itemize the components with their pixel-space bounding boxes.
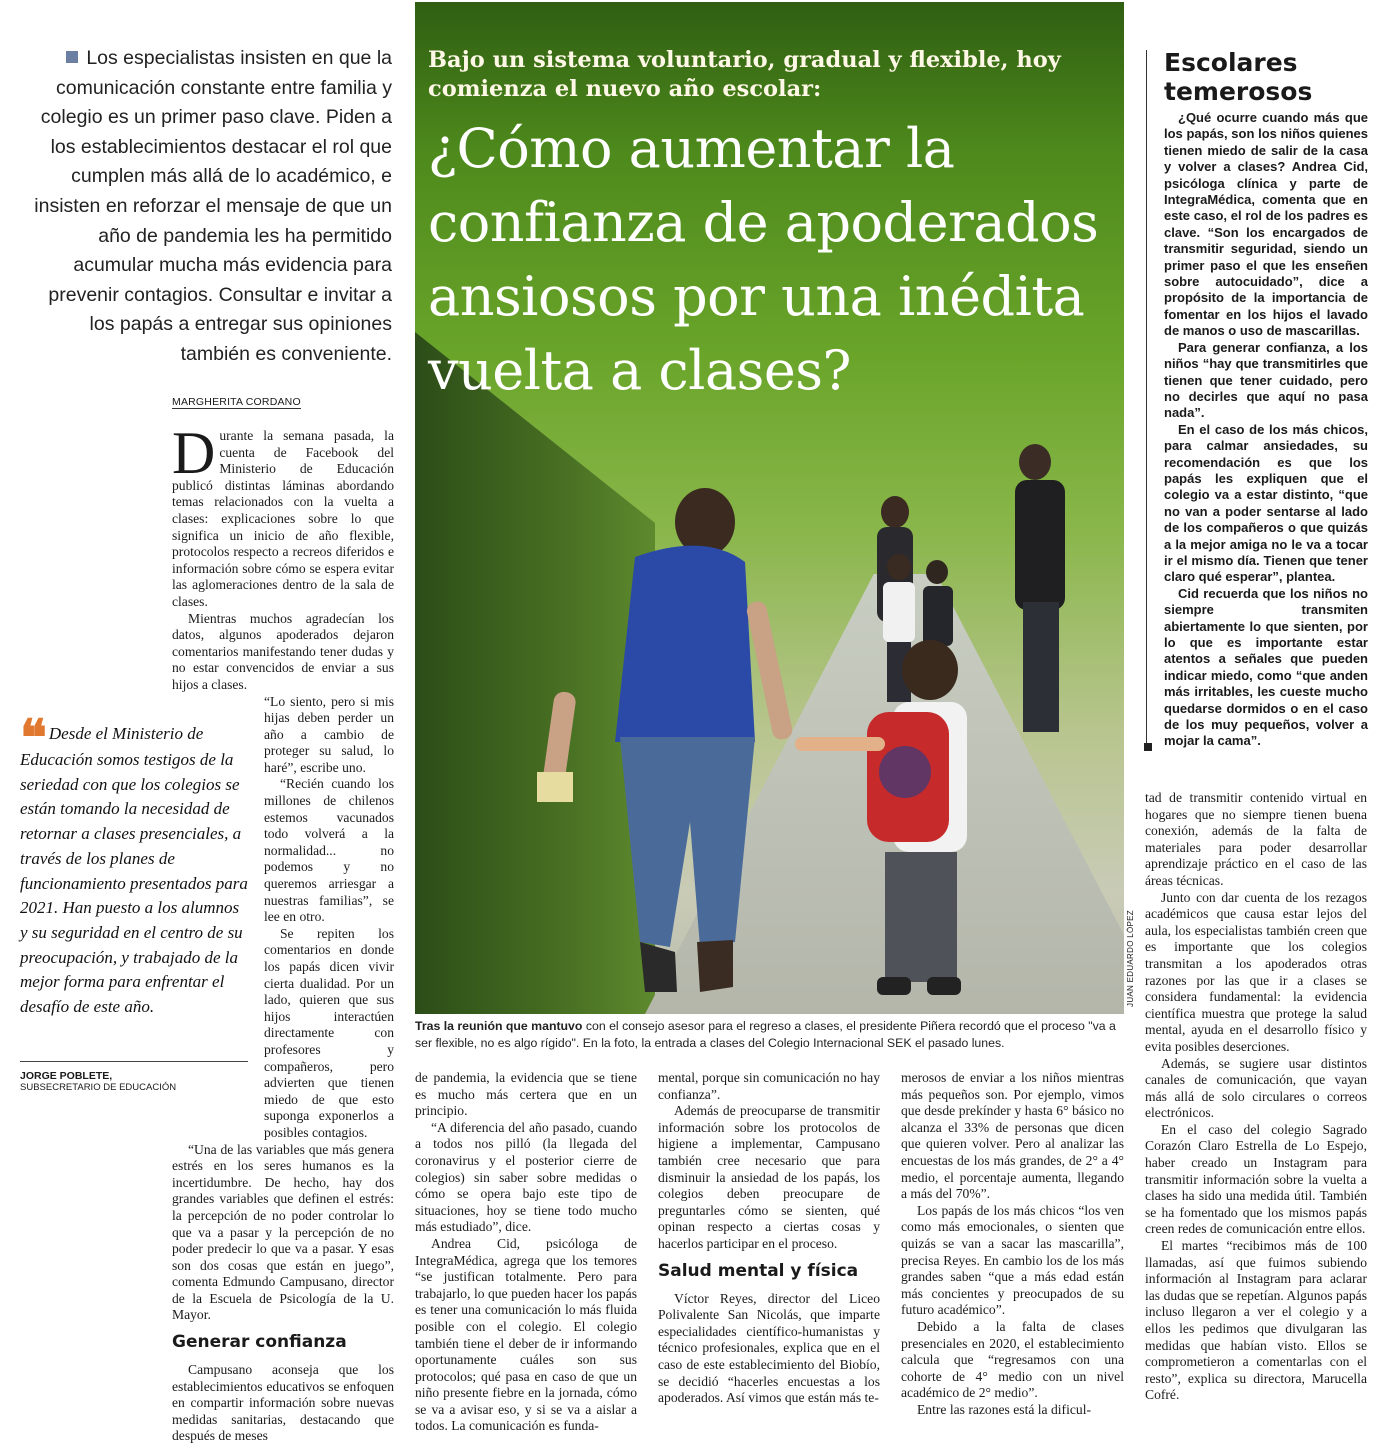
quote-author-role: SUBSECRETARIO DE EDUCACIÓN: [20, 1082, 177, 1093]
pull-quote: ❝ Desde el Ministerio de Educación somos testigos de la seriedad con que los colegios se están tomando la necesidad de retornar a clases presenciales, a través de los planes de funcionamiento presentados para 2021. Han puesto a los alumnos y su seguridad en el centro de su preocupación, y trabajado de la mejor forma para enfrentar el desafío de este año.: [20, 708, 248, 1017]
paragraph: Mientras muchos agradecían los datos, algunos apoderados dejaron comentarios manifestando tener dudas y no estar convencidos de enviar a sus hijos a clases.: [172, 610, 394, 692]
paragraph: Cid recuerda que los niños no siempre transmiten abiertamente lo que sienten, por lo que es importante estar atentos a señales que pueden indicar miedo, como “que anden más irritables, les cueste mucho quedarse dormidos o en el caso de los muy pequeños, volver a mojar la cama”.: [1164, 585, 1368, 749]
paragraph: El martes “recibimos más de 100 llamadas, así que fuimos subiendo información al Instagram para aclarar las dudas que se repetían. Algunos papás incluso llegaron a ver el colegio y a ellos les pedimos que divulgaran las medidas que habían visto. Ellos se comprometieron a comentarlas con el resto”, explica su directora, Marucella Cofré.: [1145, 1238, 1367, 1403]
paragraph: ¿Qué ocurre cuando más que los papás, son los niños quienes tienen miedo de salir de la casa y volver a clases? Andrea Cid, psicóloga clínica y parte de IntegraMédica, comenta que en este caso, el rol de los padres es clave. “Son los encargados de transmitir seguridad, siendo un primer paso el que les enseñen sobre autocuidado”, dice a propósito de la importancia de fomentar en los hijos el lavado de manos o uso de mascarillas.: [1164, 110, 1368, 339]
sidebar-title: Escolares temerosos: [1164, 48, 1313, 106]
paragraph: “Lo siento, pero si mis hijas deben perder un año a cambio de proteger su salud, lo haré”, escribe uno.: [264, 693, 394, 775]
square-bullet-icon: [66, 51, 78, 63]
section-heading: Generar confianza: [172, 1332, 347, 1353]
byline: MARGHERITA CORDANO: [172, 396, 301, 408]
paragraph: Debido a la falta de clases presenciales en 2020, el establecimiento calcula que “regresamos con una cohorte de 4° medio con un nivel académico de 2° medio”.: [901, 1318, 1124, 1401]
article-column-3: [658, 1070, 880, 1407]
paragraph: Víctor Reyes, director del Liceo Polivalente San Nicolás, que imparte especialidades científico-humanistas y técnico profesionales, explica que en el caso de este establecimiento del Biobío, se decidió “hacerles encuestas a los apoderados. Así vimos que están más te-: [658, 1290, 880, 1406]
headline-kicker: Bajo un sistema voluntario, gradual y flexible, hoy comienza el nuevo año escolar:: [428, 47, 1061, 102]
paragraph: Además de preocuparse de transmitir información sobre los protocolos de higiene a implementar, Campusano también cree necesario que para disminuir la ansiedad de los papás, los colegios deben preocupare de preguntarles cómo se sienten, qué opinan respecto a ciertas cosas y hacerlos participar en el proceso.: [658, 1103, 880, 1251]
paragraph: En el caso del colegio Sagrado Corazón Claro Estrella de Lo Espejo, haber creado un Instagram para transmitir información sobre la vuelta a clases ha sido una medida útil. También se ha fomentado que los mismos papás creen redes de comunicación entre ellos.: [1145, 1121, 1367, 1237]
paragraph: Campusano aconseja que los establecimientos educativos se enfoquen en compartir información sobre nuevas medidas sanitarias, destacando que después de meses: [172, 1362, 394, 1444]
paragraph: Entre las razones está la dificul-: [917, 1401, 1091, 1417]
paragraph: de pandemia, la evidencia que se tiene es mucho más certera que en un principio.: [415, 1070, 637, 1119]
photo-caption: Tras la reunión que mantuvo con el consejo asesor para el regreso a clases, el presidente Piñera recordó que el proceso "va a ser flexible, no es algo rígido". En la foto, la entrada a clases del Colegio Internacional SEK el pasado lunes.: [415, 1019, 1116, 1050]
end-mark-icon: [1144, 743, 1152, 751]
headline: ¿Cómo aumentar la confianza de apoderados ansiosos por una inédita vuelta a clases?: [428, 117, 1099, 402]
article-column-2: [415, 1070, 637, 1435]
paragraph: Durante la semana pasada, la cuenta de Facebook del Ministerio de Educación publicó distintas láminas abordando temas relacionados con la vuelta a clases: explicaciones sobre lo que significa un inicio de año flexible, protocolos respecto a recreos diferidos e información sobre cómo se espera evitar las aglomeraciones dentro de la sala de clases.: [172, 420, 394, 609]
paragraph: “A diferencia del año pasado, cuando a todos nos pilló (la llegada del coronavirus y el posterior cierre de colegios) sin saber sobre medidas o cómo se opera bajo este tipo de situaciones, hoy se tiene todo mucho más estudiado”, dice.: [415, 1119, 637, 1235]
paragraph: tad de transmitir contenido virtual en hogares que no siempre tienen buena conexión, además de la falta de materiales para poder desarrollar aprendizaje práctico en el caso de las áreas técnicas.: [1145, 790, 1367, 888]
quote-mark-icon: ❝: [20, 708, 47, 767]
paragraph: En el caso de los más chicos, para calmar ansiedades, su recomendación es que los papás les expliquen que el colegio va a estar distinto, “que no van a poder sentarse al lado de los compañeros o que quizás a la mejor amiga no le va a tocar ir el mismo día. Tienen que tener claro qué esperar”, plantea.: [1164, 421, 1368, 585]
paragraph: “Una de las variables que más genera estrés en los seres humanos es la incertidumbre. De hecho, hay dos grandes variables que definen el estrés: la percepción de no poder controlar lo que va a pasar y la percepción de no poder predecir lo que va a pasar. Y esas son dos cosas que están en juego”, comenta Edmundo Campusano, director de la Escuela de Psicología de la U. Mayor.: [172, 1141, 394, 1323]
paragraph: “Recién cuando los millones de chilenos estemos vacunados todo volverá a la normalidad... no podemos y no queremos arriesgar a nuestras familias”, se lee en otro.: [264, 776, 394, 925]
paragraph: Se repiten los comentarios en donde los papás dicen vivir cierta dualidad. Por un lado, quieren que sus hijos interactúen directamente con profesores y compañeros, pero advierten que tienen miedo de que esto suponga exponerlos a posibles contagios.: [264, 925, 394, 1140]
drop-cap: D: [172, 420, 216, 486]
paragraph: Además, se sugiere usar distintos canales de comunicación, que vayan más allá de solo circulares o correos electrónicos.: [1145, 1055, 1367, 1121]
photo-credit: JUAN EDUARDO LÓPEZ: [1126, 910, 1135, 1007]
paragraph: Andrea Cid, psicóloga de IntegraMédica, agrega que los temores “se justifican totalmente. Pero para trabajarlo, lo que pueden hacer los papás es tener una comunicación lo más fluida posible con el colegio. El colegio también tiene el deber de ir informando oportunamente cuáles son sus protocolos; qué pasa en caso de que un niño presente fiebre en la jornada, cómo se va a avisar eso, y si se va a aislar a todos. La comunicación es funda-: [415, 1235, 637, 1434]
divider: [20, 1061, 248, 1062]
sidebar-rule: [1146, 50, 1147, 750]
quote-author: JORGE POBLETE,: [20, 1070, 113, 1082]
paragraph: Junto con dar cuenta de los rezagos académicos que causa estar lejos del aula, los especialistas también creen que es importante que los colegios transmitan a los apoderados otras razones por las que ir a clases se considera fundamental: la evidencia científica muestra que protege la salud mental, ayuda en el desarrollo físico y evita posibles deserciones.: [1145, 889, 1367, 1054]
paragraph: Los papás de los más chicos “los ven como más emocionales, o sienten que quizás se van a sacar las mascarilla”, precisa Reyes. En cambio los de los más grandes saben “que a más edad están más concientes y preocupados de su futuro académico”.: [901, 1202, 1124, 1318]
lede-summary: Los especialistas insisten en que la comunicación constante entre familia y colegio es un primer paso clave. Piden a los establecimientos destacar el rol que cumplen más allá de lo académico, e insisten en reforzar el mensaje de que un año de pandemia les ha permitido acumular mucha más evidencia para prevenir contagios. Consultar e invitar a los papás a entregar sus opiniones también es conveniente.: [34, 47, 392, 365]
article-column-4: [901, 1070, 1124, 1418]
section-heading: Salud mental y física: [658, 1260, 859, 1281]
paragraph: Para generar confianza, a los niños “hay que transmitirles que tienen que tener cuidado, pero no decirles que aquí no pasa nada”.: [1164, 339, 1368, 421]
paragraph: merosos de enviar a los niños mientras más pequeños son. Por ejemplo, vimos que desde prekínder y hasta 6° básico no alcanza el 33% de personas que dicen que quieren volver. Pero al analizar las encuestas de los más grandes, de 2° a 4° medio, el porcentaje aumenta, llegando a más del 70%”.: [901, 1070, 1124, 1202]
paragraph: mental, porque sin comunicación no hay confianza”.: [658, 1070, 880, 1102]
article-column-5: [1145, 790, 1367, 1404]
sidebar-box: [1164, 48, 1368, 750]
